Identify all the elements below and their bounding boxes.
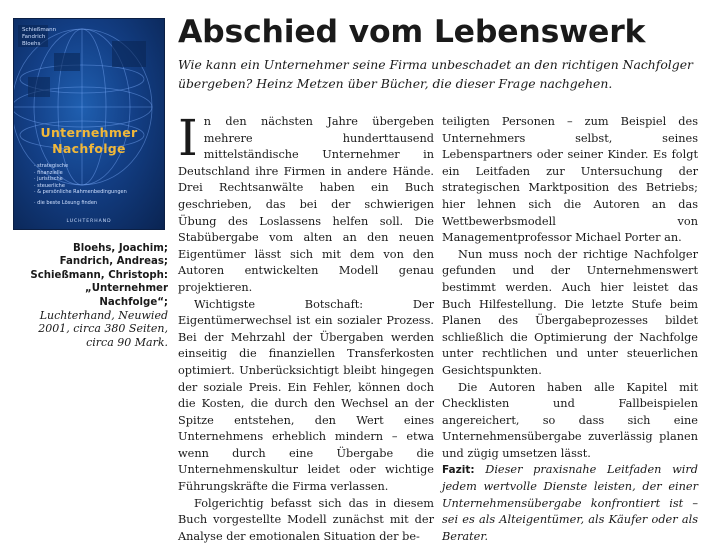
text-column-2 xyxy=(442,114,698,545)
cover-bullet: · juristische xyxy=(34,176,63,183)
cover-bullets xyxy=(34,163,127,207)
drop-cap: I xyxy=(178,109,198,167)
cover-title-line2: Nachfolge xyxy=(52,141,126,156)
paragraph-3: Folgerichtig befasst sich das in diesem Buch vorgestellte Modell zunächst mit der Analyse der emotionalen Situation der be- xyxy=(178,496,434,543)
caption-book-title: „Unternehmer Nachfolge“; xyxy=(85,283,168,308)
caption-authors: Bloehs, Joachim; Fandrich, Andreas; Schießmann, Christoph: xyxy=(30,243,168,281)
cover-bullet: · steuerliche xyxy=(34,182,65,189)
paragraph-1-text: n den nächsten Jahre übergeben mehrere hunderttausend mittelständische Unternehmer in Deutschland ihre Firmen in andere Hände. Drei Rechtsanwälte haben ein Buch geschrieben, das bei der schwierigen Übung des Loslassens helfen soll. Die Stabübergabe vom alten an den neuen Eigentümer lässt sich mit dem von den Autoren entwickelten Modell genau projektieren. xyxy=(178,115,434,294)
fazit-label: Fazit: xyxy=(442,464,475,477)
page-title: Abschied vom Lebenswerk xyxy=(178,14,646,50)
caption-publisher-info: Luchterhand, Neuwied 2001, circa 380 Seiten, circa 90 Mark. xyxy=(38,309,168,349)
paragraph-2: Wichtigste Botschaft: Der Eigentümerwechsel ist ein sozialer Prozess. Bei der Mehrzahl der Übergaben werden einseitig die finanziellen Transferkosten optimiert. Unberücksichtigt bleibt hingegen der soziale Preis. Ein Fehler, können doch die Kosten, die durch den Wechsel an der Spitze entstehen, den Wert eines Unternehmens erheblich mindern – etwa wenn durch eine Übergabe die Unternehmenskultur leidet oder wichtige Führungskräfte die Firma verlassen. xyxy=(178,297,434,494)
cover-author-2: Fandrich xyxy=(22,34,46,40)
cover-bullet: · strategische xyxy=(34,163,69,169)
cover-bullet: · & persönliche Rahmenbedingungen xyxy=(34,189,127,196)
cover-bullet: · die beste Lösung finden xyxy=(34,199,98,206)
paragraph-6: Die Autoren haben alle Kapitel mit Checklisten und Fallbeispielen angereichert, so dass sich eine Unternehmensübergabe zuverlässig planen und zügig umsetzen lässt. xyxy=(442,380,698,460)
cover-title-line1: Unternehmer xyxy=(40,125,138,140)
fazit-box xyxy=(442,462,698,545)
cover-bullet: · finanzielle xyxy=(34,169,63,176)
cover-author-3: Bloehs xyxy=(22,41,41,47)
paragraph-1 xyxy=(178,109,434,297)
subheadline: Wie kann ein Unternehmer seine Firma unbeschadet an den richtigen Nachfolger übergeben? Heinz Metzen über Bücher, die dieser Frage nachgehen. xyxy=(178,57,693,91)
cover-publisher: LUCHTERHAND xyxy=(66,219,112,224)
paragraph-5: Nun muss noch der richtige Nachfolger gefunden und der Unternehmenswert bestimmt werden. Auch hier leistet das Buch Hilfestellung. Die letzte Stufe beim Planen des Übergabeprozesses bildet schließlich die Optimierung der Nachfolge unter rechtlichen und unter steuerlichen Gesichtspunkten. xyxy=(442,247,698,377)
book-caption xyxy=(18,242,168,349)
fazit-text: Dieser praxisnahe Leitfaden wird jedem wertvolle Dienste leisten, der einer Unternehmensübergabe konfrontiert ist – sei es als Alteigentümer, als Käufer oder als Berater. xyxy=(442,463,699,543)
cover-author-1: Schießmann xyxy=(22,27,57,33)
book-cover-image xyxy=(14,19,164,229)
cover-authors xyxy=(22,27,56,48)
text-column-1 xyxy=(178,109,434,545)
paragraph-4: teiligten Personen – zum Beispiel des Unternehmers selbst, seines Lebenspartners oder seiner Kinder. Es folgt ein Leitfaden zur Untersuchung der strategischen Marktposition des Betriebs; hier lehnen sich die Autoren an das Wettbewerbsmodell von Managementprofessor Michael Porter an. xyxy=(442,115,698,245)
